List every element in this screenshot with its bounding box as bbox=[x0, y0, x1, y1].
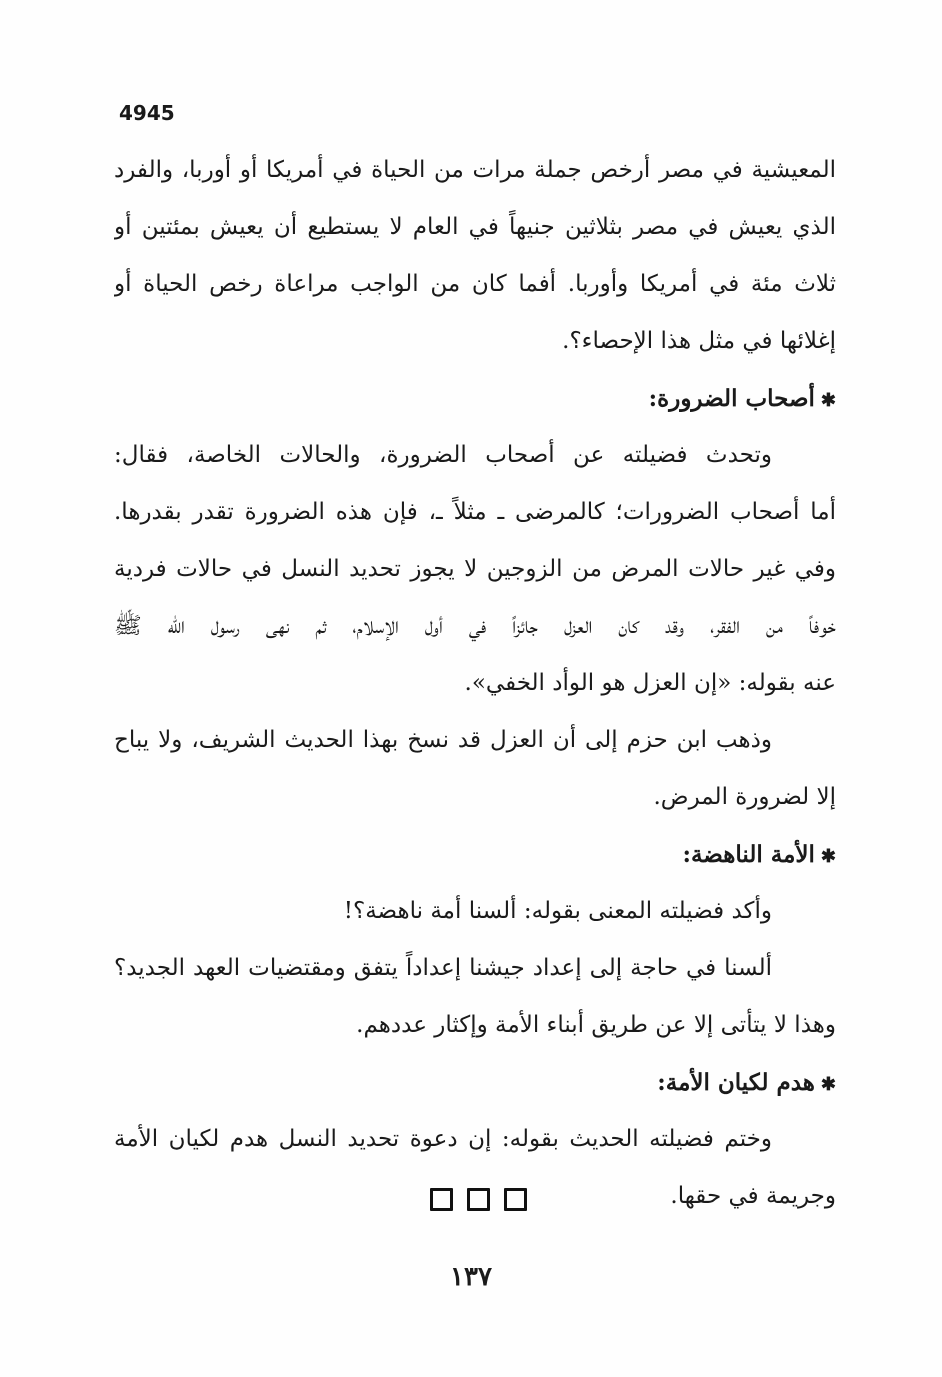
text-line: وذهب ابن حزم إلى أن العزل قد نسخ بهذا الحديث الشريف، ولا يباح bbox=[114, 727, 772, 753]
star-icon: ✱ bbox=[820, 390, 836, 411]
text-line: المعيشية في مصر أرخص جملة مرات من الحياة في أمريكا أو أوربا، والفرد bbox=[114, 157, 836, 183]
text-line: إلا لضرورة المرض. bbox=[653, 784, 836, 810]
section-heading bbox=[114, 370, 836, 427]
section-heading-text: هدم لكيان الأمة: bbox=[657, 1069, 815, 1096]
text-line: أما أصحاب الضرورات؛ كالمرضى ـ مثلاً ـ، فإن هذه الضرورة تقدر بقدرها. bbox=[114, 499, 836, 525]
text-line: وختم فضيلته الحديث بقوله: إن دعوة تحديد النسل هدم لكيان الأمة bbox=[114, 1126, 772, 1152]
square-ornament-icon bbox=[430, 1188, 453, 1211]
star-icon: ✱ bbox=[820, 1074, 836, 1095]
section-heading-text: الأمة الناهضة: bbox=[682, 841, 815, 868]
text-line: وتحدث فضيلته عن أصحاب الضرورة، والحالات الخاصة، فقال: bbox=[114, 442, 772, 468]
page-number: ١٣٧ bbox=[450, 1262, 492, 1292]
section-heading-text: أصحاب الضرورة: bbox=[648, 385, 815, 412]
star-icon: ✱ bbox=[820, 846, 836, 867]
square-ornament-icon bbox=[504, 1188, 527, 1211]
text-line: وهذا لا يتأتى إلا عن طريق أبناء الأمة وإكثار عددهم. bbox=[356, 1012, 836, 1038]
text-line: وجريمة في حقها. bbox=[670, 1183, 836, 1209]
text-line: ألسنا في حاجة إلى إعداد جيشنا إعداداً يتفق ومقتضيات العهد الجديد؟ bbox=[114, 955, 772, 981]
section-heading bbox=[114, 1054, 836, 1111]
text-line: إغلائها في مثل هذا الإحصاء؟. bbox=[562, 328, 836, 354]
text-line: عنه بقوله: «إن العزل هو الوأد الخفي». bbox=[464, 670, 836, 696]
scan-number: 4945 bbox=[119, 101, 175, 125]
text-line: وأكد فضيلته المعنى بقوله: ألسنا أمة ناهضة؟! bbox=[343, 898, 772, 924]
square-ornament-icon bbox=[467, 1188, 490, 1211]
text-line: ثلاث مئة في أمريكا وأوربا. أفما كان من الواجب مراعاة رخص الحياة أو bbox=[114, 271, 836, 297]
text-line: خوفاً من الفقر، وقد كان العزل جائزاً في أول الإسلام، ثم نهى رسول الله ﷺ bbox=[114, 613, 836, 639]
page-body bbox=[114, 142, 836, 1225]
text-line: وفي غير حالات المرض من الزوجين لا يجوز تحديد النسل في حالات فردية bbox=[114, 556, 836, 582]
section-separator bbox=[423, 1184, 533, 1214]
text-line: الذي يعيش في مصر بثلاثين جنيهاً في العام لا يستطيع أن يعيش بمئتين أو bbox=[114, 214, 836, 240]
section-heading bbox=[114, 826, 836, 883]
